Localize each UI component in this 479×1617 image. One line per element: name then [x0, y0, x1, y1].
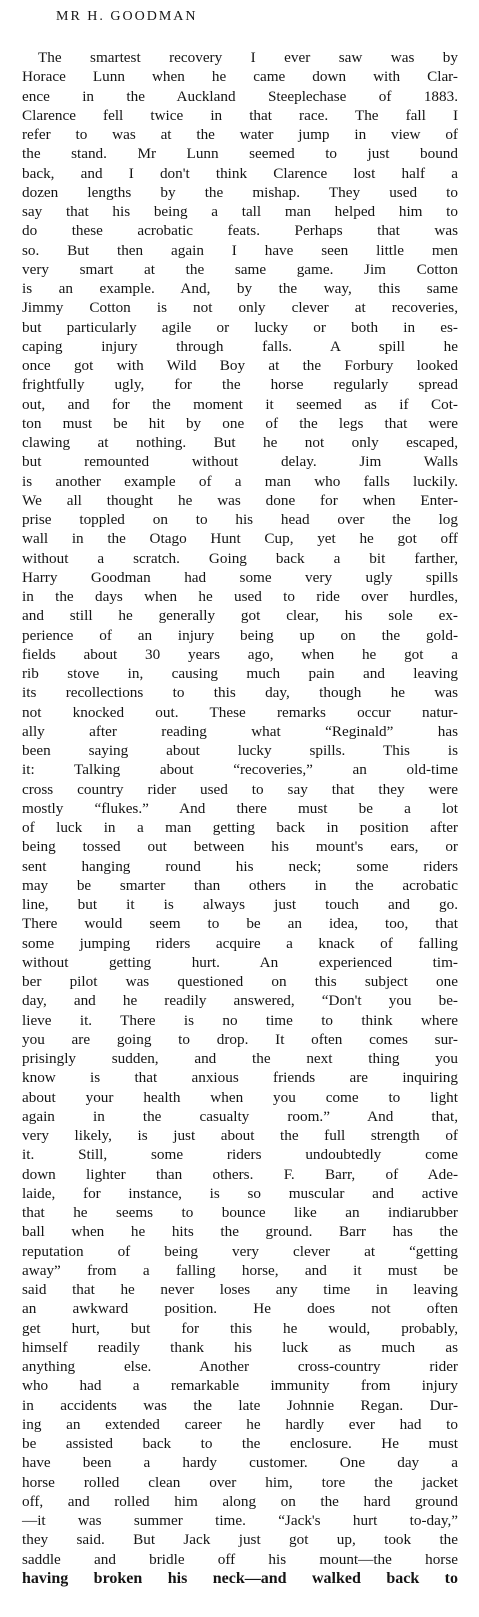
article-line: may be smarter than others in the acrobatic [22, 876, 458, 894]
newspaper-column [22, 8, 458, 1588]
article-line: dozen lengths by the mishap. They used to [22, 183, 458, 201]
article-line: reputation of being very clever at “getting [22, 1242, 458, 1260]
article-line: is an example. And, by the way, this same [22, 280, 458, 297]
article-line: ence in the Auckland Steeplechase of 1883. [22, 87, 458, 105]
article-line: down lighter than others. F. Barr, of Ade- [22, 1165, 458, 1183]
article-line: Harry Goodman had some very ugly spills [22, 568, 458, 586]
article-line: have been a hardy customer. One day a [22, 1454, 458, 1472]
article-line: in the days when he used to ride over hurdles, [22, 588, 458, 605]
article-line: know is that anxious friends are inquiring [22, 1069, 458, 1087]
article-line: ing an extended career he hardly ever had to [22, 1415, 458, 1433]
article-line: very likely, is just about the full strength of [22, 1127, 458, 1144]
article-line: some jumping riders acquire a knack of falling [22, 934, 458, 952]
article-line: very smart at the same game. Jim Cotton [22, 260, 458, 278]
article-line: it. Still, some riders undoubtedly come [22, 1146, 458, 1164]
article-line: say that his being a tall man helped him to [22, 203, 458, 220]
article-line: caping injury through falls. A spill he [22, 337, 458, 355]
article-line: once got with Wild Boy at the Forbury looked [22, 357, 458, 374]
article-line: do these acrobatic feats. Perhaps that was [22, 222, 458, 240]
article-line: wall in the Otago Hunt Cup, yet he got off [22, 530, 458, 548]
article-line: There would seem to be an idea, too, that [22, 915, 458, 933]
article-line: saddle and bridle off his mount—the horse [22, 1550, 458, 1568]
article-line: rib stove in, causing much pain and leaving [22, 665, 458, 682]
article-line: horse rolled clean over him, tore the jacket [22, 1473, 458, 1491]
article-line: who had a remarkable immunity from injury [22, 1377, 458, 1395]
article-line: about your health when you come to light [22, 1088, 458, 1106]
article-line: the stand. Mr Lunn seemed to just bound [22, 145, 458, 163]
article-line: so. But then again I have seen little men [22, 241, 458, 259]
article-body [22, 48, 458, 1588]
article-line: himself readily thank his luck as much as [22, 1338, 458, 1356]
article-line: cross country rider used to say that they were [22, 780, 458, 798]
article-line: sent hanging round his neck; some riders [22, 857, 458, 875]
article-line: its recollections to this day, though he was [22, 684, 458, 702]
article-line: fields about 30 years ago, when he got a [22, 645, 458, 663]
article-line: laide, for instance, is so muscular and active [22, 1184, 458, 1202]
article-line: but remounted without delay. Jim Walls [22, 453, 458, 471]
article-line: get hurt, but for this he would, probably, [22, 1319, 458, 1337]
article-line: out, and for the moment it seemed as if Cot- [22, 395, 458, 413]
article-line: and still he generally got clear, his sole ex- [22, 607, 458, 625]
article-line: Jimmy Cotton is not only clever at recoveries, [22, 299, 458, 317]
article-line: is another example of a man who falls luckily. [22, 472, 458, 490]
article-line: of luck in a man getting back in position after [22, 819, 458, 836]
article-line: ber pilot was questioned on this subject one [22, 973, 458, 990]
article-heading: MR H. GOODMAN [56, 9, 198, 24]
article-line: without a scratch. Going back a bit farther, [22, 549, 458, 567]
article-line: anything else. Another cross-country rider [22, 1358, 458, 1375]
article-line: been saying about lucky spills. This is [22, 742, 458, 759]
article-line: refer to was at the water jump in view of [22, 126, 458, 143]
article-line: an awkward position. He does not often [22, 1300, 458, 1318]
article-line: lieve it. There is no time to think where [22, 1011, 458, 1029]
article-line: clawing at nothing. But he not only escaped, [22, 434, 458, 451]
article-line: The smartest recovery I ever saw was by [38, 49, 458, 66]
article-line: in accidents was the late Johnnie Regan. Dur- [22, 1396, 458, 1414]
article-line: mostly “flukes.” And there must be a lot [22, 799, 458, 817]
article-line: day, and he readily answered, “Don't you be- [22, 992, 458, 1010]
article-line: they said. But Jack just got up, took the [22, 1531, 458, 1549]
article-line: you are going to drop. It often comes sur- [22, 1030, 458, 1048]
article-line: prise toppled on to his head over the log [22, 511, 458, 528]
article-line: said that he never loses any time in leaving [22, 1281, 458, 1298]
article-line: prisingly sudden, and the next thing you [22, 1050, 458, 1067]
article-line: having broken his neck—and walked back to [22, 1569, 458, 1587]
article-line: frightfully ugly, for the horse regularly spread [22, 376, 458, 394]
article-line: not knocked out. These remarks occur natur- [22, 703, 458, 721]
article-line: ball when he hits the ground. Barr has the [22, 1223, 458, 1241]
article-line: line, but it is always just touch and go. [22, 896, 458, 913]
article-line: We all thought he was done for when Enter- [22, 491, 458, 509]
article-line: without getting hurt. An experienced tim- [22, 953, 458, 971]
article-line: back, and I don't think Clarence lost half a [22, 164, 458, 182]
article-line: ally after reading what “Reginald” has [22, 722, 458, 740]
article-line: Horace Lunn when he came down with Clar- [22, 68, 458, 86]
article-line: but particularly agile or lucky or both in es- [22, 318, 458, 336]
article-line: ton must be hit by one of the legs that were [22, 414, 458, 432]
article-line: —it was summer time. “Jack's hurt to-day,” [22, 1512, 458, 1529]
article-line: being tossed out between his mount's ears, or [22, 838, 458, 856]
article-line: perience of an injury being up on the gold- [22, 626, 458, 644]
article-line: that he seems to bounce like an indiarubber [22, 1204, 458, 1221]
article-line: be assisted back to the enclosure. He must [22, 1435, 458, 1452]
article-line: it: Talking about “recoveries,” an old-time [22, 761, 458, 779]
article-line: again in the casualty room.” And that, [22, 1107, 458, 1125]
article-line: away” from a falling horse, and it must be [22, 1261, 458, 1279]
article-line: Clarence fell twice in that race. The fall I [22, 106, 458, 124]
article-line: off, and rolled him along on the hard ground [22, 1492, 458, 1510]
